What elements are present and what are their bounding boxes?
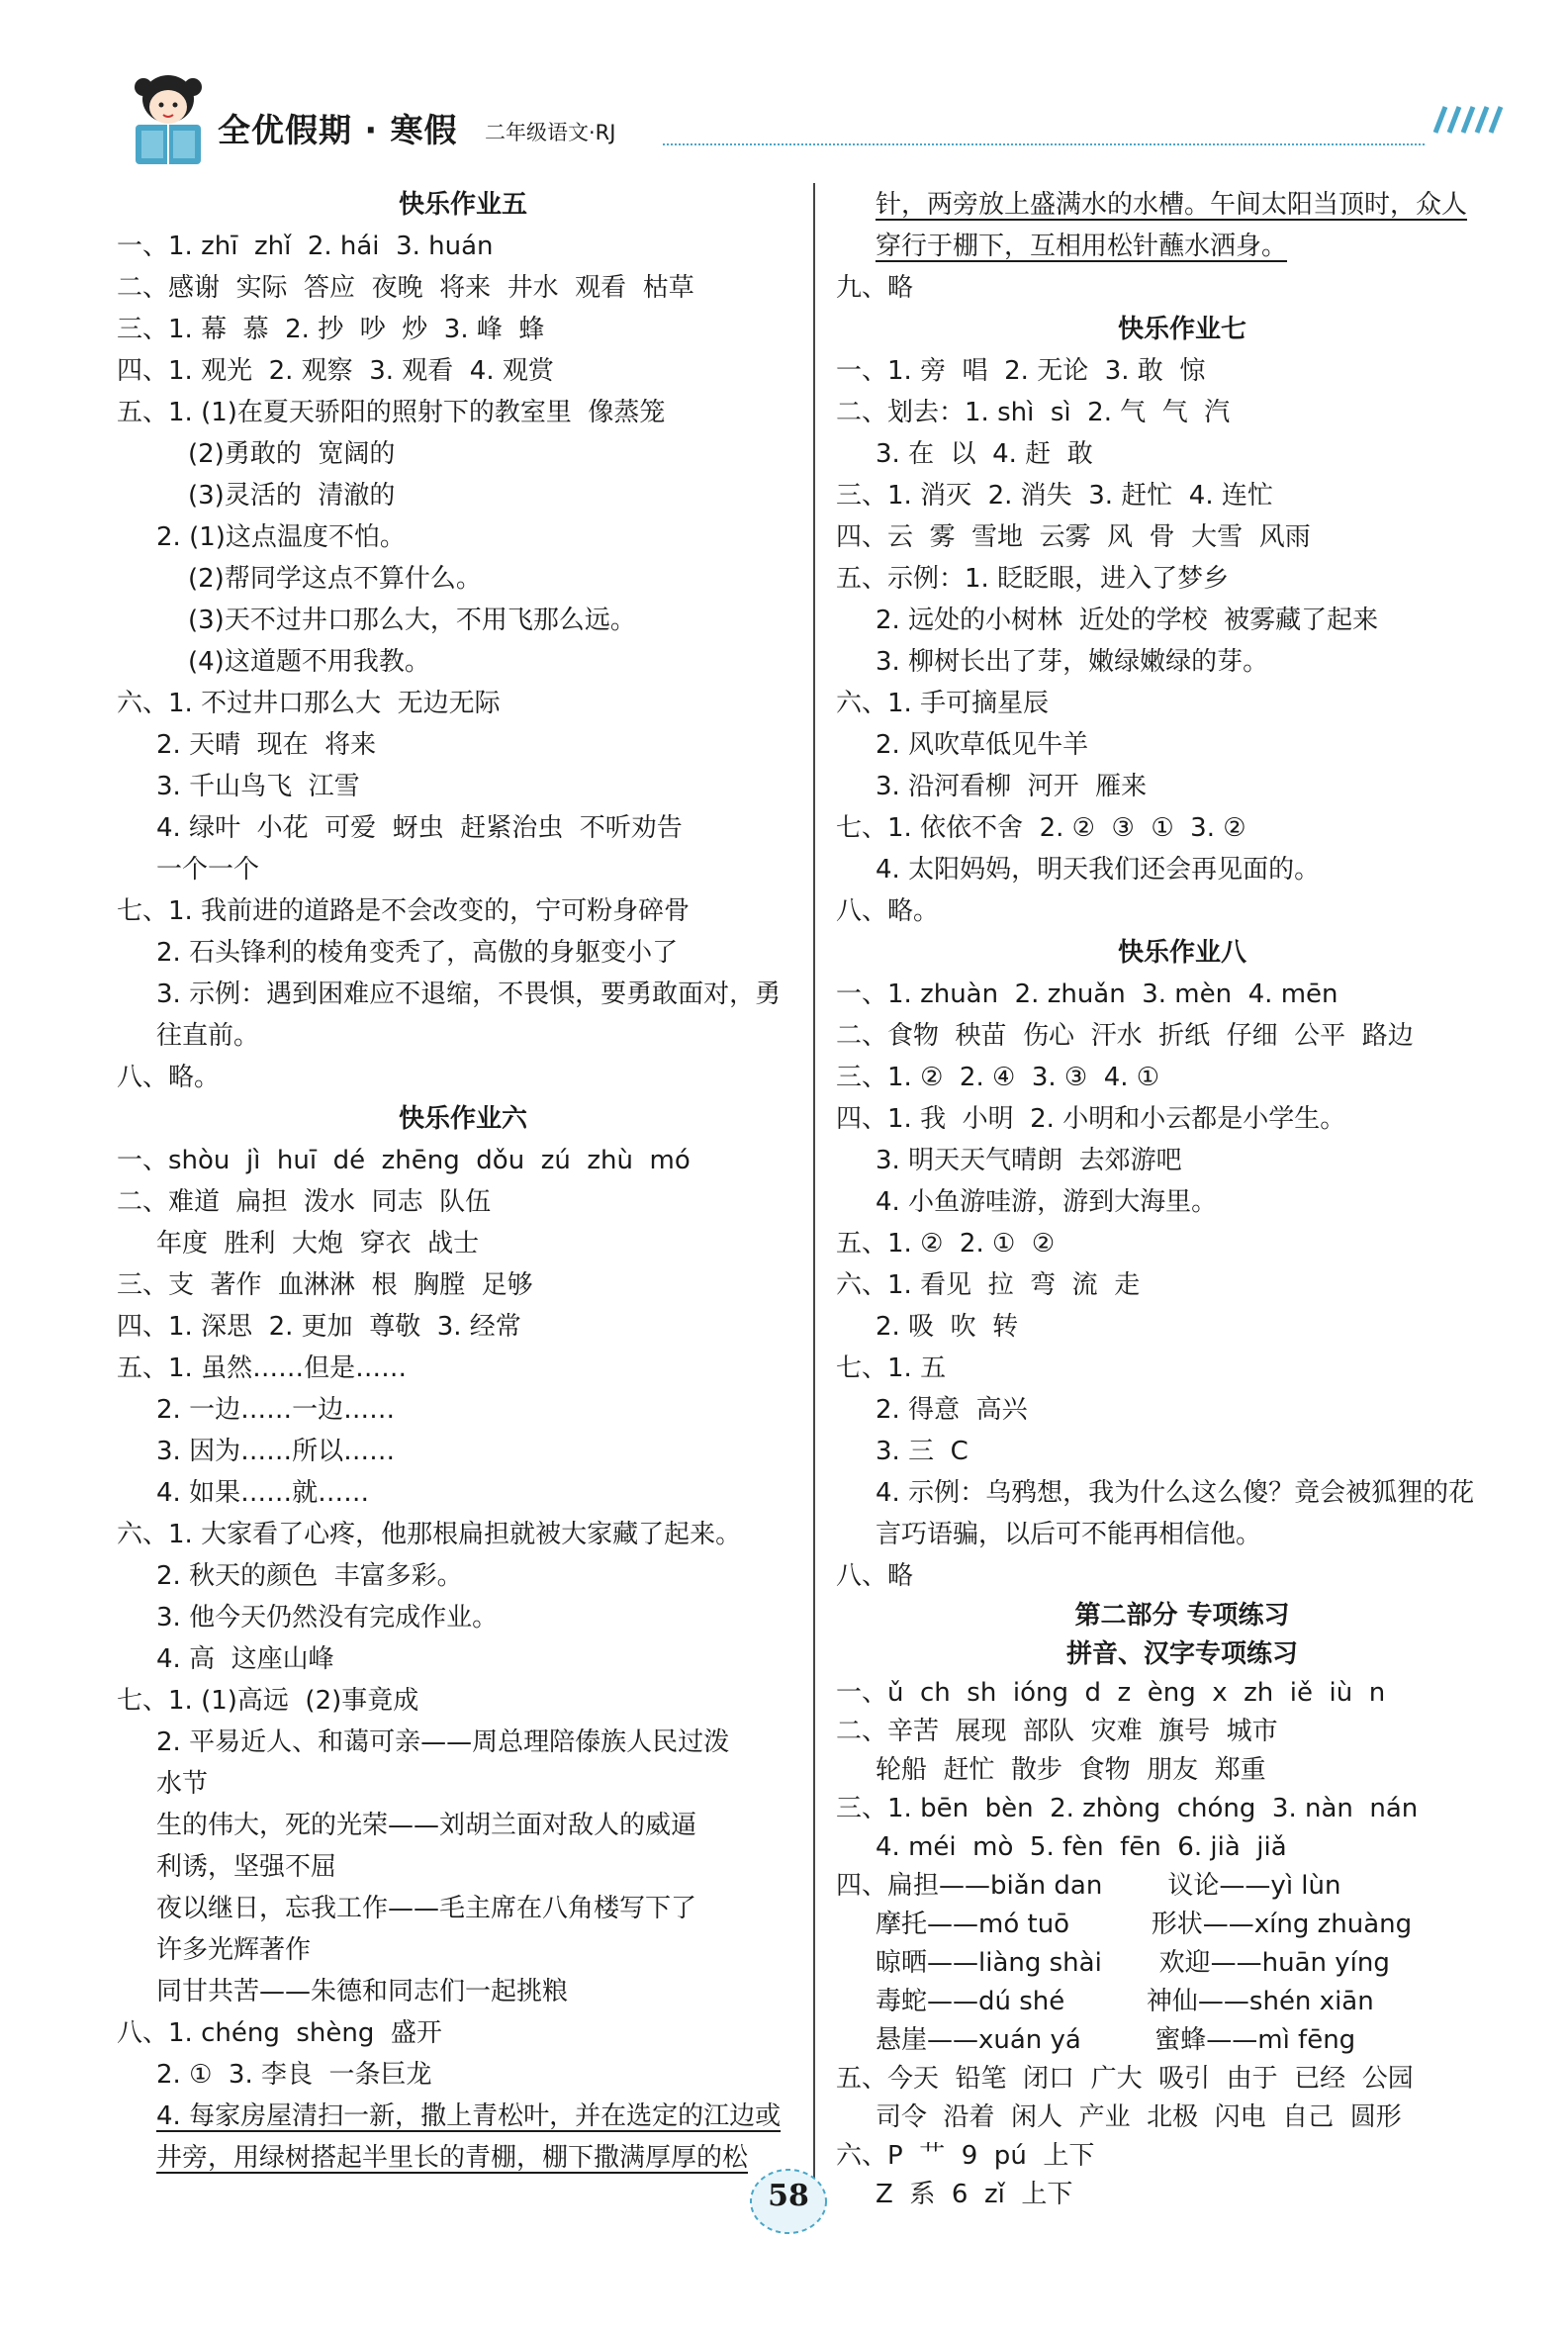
answer-line: 八、略 — [836, 1561, 914, 1591]
section-title: 第二部分 专项练习 — [1074, 1601, 1290, 1631]
header-rule — [663, 143, 1425, 145]
answer-line: 六、1. 看见 拉 弯 流 走 — [836, 1270, 1141, 1300]
answer-line: 3. 柳树长出了芽，嫩绿嫩绿的芽。 — [876, 647, 1269, 677]
answer-line: 八、1. chéng shèng 盛开 — [117, 2018, 442, 2048]
answer-line: 4. 如果……就…… — [156, 1478, 370, 1508]
answer-line: 一、1. 旁 唱 2. 无论 3. 敢 惊 — [836, 356, 1206, 386]
answer-line: 一、ǔ ch sh ióng d z èng x zh iě iù n — [836, 1678, 1386, 1708]
answer-line: 3. 他今天仍然没有完成作业。 — [156, 1603, 499, 1632]
brand-title: 全优假期 · 寒假 — [218, 111, 458, 149]
answer-line: 四、1. 我 小明 2. 小明和小云都是小学生。 — [836, 1104, 1346, 1134]
grade-subject-label: 二年级语文·RJ — [485, 121, 616, 144]
answer-line: 六、1. 不过井口那么大 无边无际 — [117, 689, 501, 718]
answer-line: 四、云 雾 雪地 云雾 风 骨 大雪 风雨 — [836, 522, 1311, 552]
answer-line: 司令 沿着 闲人 产业 北极 闪电 自己 圆形 — [876, 2102, 1402, 2132]
answer-line: 六、P 艹 9 pú 上下 — [836, 2141, 1095, 2171]
answer-line: 水节 — [156, 1769, 209, 1799]
slash-decoration-icon — [1430, 99, 1509, 139]
answer-line: 3. 千山鸟飞 江雪 — [156, 772, 360, 801]
answer-line: 轮船 赶忙 散步 食物 朋友 郑重 — [876, 1755, 1266, 1785]
answer-line: 年度 胜利 大炮 穿衣 战士 — [156, 1229, 480, 1259]
answer-line: 一、1. zhuàn 2. zhuǎn 3. mèn 4. mēn — [836, 979, 1338, 1009]
answer-line: 4. 绿叶 小花 可爱 蚜虫 赶紧治虫 不听劝告 — [156, 813, 683, 843]
answer-line: 2. 天晴 现在 将来 — [156, 730, 377, 760]
answer-line: 4. 小鱼游哇游，游到大海里。 — [876, 1187, 1218, 1217]
answer-line: 三、1. 消灭 2. 消失 3. 赶忙 4. 连忙 — [836, 481, 1273, 511]
answer-line: 摩托——mó tuō 形状——xíng zhuàng — [876, 1910, 1413, 1939]
section-title: 快乐作业五 — [398, 190, 527, 220]
answer-line: 五、1. ② 2. ① ② — [836, 1229, 1056, 1259]
answer-line: 三、1. bēn bèn 2. zhòng chóng 3. nàn nán — [836, 1794, 1419, 1823]
answer-line: 2. 得意 高兴 — [876, 1395, 1028, 1425]
answer-line: 利诱，坚强不屈 — [156, 1852, 337, 1882]
reading-child-icon — [124, 69, 213, 168]
answer-line: 4. 高 这座山峰 — [156, 1644, 334, 1674]
answer-line: (2)勇敢的 宽阔的 — [188, 439, 396, 469]
answer-line: 2. 一边……一边…… — [156, 1395, 396, 1425]
answer-line: 毒蛇——dú shé 神仙——shén xiān — [876, 1987, 1374, 2016]
answer-line: 2. 远处的小树林 近处的学校 被雾藏了起来 — [876, 606, 1379, 635]
answer-line: 五、1. (1)在夏天骄阳的照射下的教室里 像蒸笼 — [117, 398, 666, 427]
answer-line: 2. 秋天的颜色 丰富多彩。 — [156, 1561, 463, 1591]
answer-line: 4. méi mò 5. fèn fēn 6. jià jiǎ — [876, 1832, 1287, 1862]
answer-line: 五、1. 虽然……但是…… — [117, 1353, 408, 1383]
answer-line: 3. 三 C — [876, 1437, 968, 1466]
answer-line: (4)这道题不用我教。 — [188, 647, 430, 677]
answer-line: 四、扁担——biǎn dan 议论——yì lùn — [836, 1871, 1341, 1901]
answer-line: 二、划去：1. shì sì 2. 气 气 汽 — [836, 398, 1231, 427]
answer-line: Z 系 6 zǐ 上下 — [876, 2180, 1073, 2209]
answer-line: 4. 太阳妈妈，明天我们还会再见面的。 — [876, 855, 1321, 885]
section-title: 快乐作业七 — [1117, 315, 1246, 344]
answer-line: 八、略。 — [836, 896, 940, 926]
answer-line: 三、支 著作 血淋淋 根 胸膛 足够 — [117, 1270, 533, 1300]
answer-line: 五、今天 铅笔 闭口 广大 吸引 由于 已经 公园 — [836, 2064, 1414, 2094]
answer-line: 四、1. 深思 2. 更加 尊敬 3. 经常 — [117, 1312, 521, 1342]
page-number-badge — [744, 2162, 833, 2241]
answer-line: 一、shòu jì huī dé zhēng dǒu zú zhù mó — [117, 1146, 691, 1175]
answer-line: 五、示例：1. 眨眨眼，进入了梦乡 — [836, 564, 1230, 594]
answer-line: 二、辛苦 展现 部队 灾难 旗号 城市 — [836, 1717, 1278, 1746]
answer-line: 二、食物 秧苗 伤心 汗水 折纸 仔细 公平 路边 — [836, 1021, 1414, 1051]
answer-line: 言巧语骗，以后可不能再相信他。 — [876, 1520, 1262, 1549]
answer-line: (3)天不过井口那么大，不用飞那么远。 — [188, 606, 636, 635]
answer-line: 2. (1)这点温度不怕。 — [156, 522, 406, 552]
answer-line: 三、1. 幕 慕 2. 抄 吵 炒 3. 峰 蜂 — [117, 315, 545, 344]
answer-line: 许多光辉著作 — [156, 1935, 312, 1965]
answer-line: 六、1. 大家看了心疼，他那根扁担就被大家藏了起来。 — [117, 1520, 742, 1549]
answer-line: 同甘共苦——朱德和同志们一起挑粮 — [156, 1977, 569, 2006]
answer-line: 3. 因为……所以…… — [156, 1437, 396, 1466]
answer-line: 2. 风吹草低见牛羊 — [876, 730, 1089, 760]
answer-line: 四、1. 观光 2. 观察 3. 观看 4. 观赏 — [117, 356, 554, 386]
answer-line: 3. 沿河看柳 河开 雁来 — [876, 772, 1148, 801]
answer-line: 九、略 — [836, 273, 914, 303]
answer-line: 3. 示例：遇到困难应不退缩，不畏惧，要勇敢面对，勇 — [156, 979, 782, 1009]
column-divider — [813, 183, 815, 2201]
answer-line: (2)帮同学这点不算什么。 — [188, 564, 482, 594]
answer-line: 3. 在 以 4. 赶 敢 — [876, 439, 1093, 469]
answer-line: 针，两旁放上盛满水的水槽。午间太阳当顶时，众人 — [876, 190, 1468, 220]
answer-line: 穿行于棚下，互相用松针蘸水洒身。 — [876, 232, 1288, 261]
answer-line: 一个一个 — [156, 855, 260, 885]
answer-line: 七、1. 我前进的道路是不会改变的，宁可粉身碎骨 — [117, 896, 691, 926]
answer-column-right — [836, 184, 1528, 2214]
page-header — [124, 59, 1509, 168]
answer-line: 4. 示例：乌鸦想，我为什么这么傻？竟会被狐狸的花 — [876, 1478, 1475, 1508]
answer-line: 悬崖——xuán yá 蜜蜂——mì fēng — [876, 2025, 1356, 2055]
answer-line: 七、1. 依依不舍 2. ② ③ ① 3. ② — [836, 813, 1246, 843]
section-title: 快乐作业八 — [1117, 938, 1246, 968]
answer-line: 3. 明天天气晴朗 去郊游吧 — [876, 1146, 1182, 1175]
answer-line: 井旁，用绿树搭起半里长的青棚，棚下撒满厚厚的松 — [156, 2143, 749, 2173]
page-number: 58 — [768, 2179, 809, 2213]
answer-line: (3)灵活的 清澈的 — [188, 481, 396, 511]
answer-line: 晾晒——liàng shài 欢迎——huān yíng — [876, 1948, 1390, 1978]
answer-line: 2. 石头锋利的棱角变秃了，高傲的身躯变小了 — [156, 938, 679, 968]
section-title: 拼音、汉字专项练习 — [1065, 1639, 1298, 1669]
answer-line: 三、1. ② 2. ④ 3. ③ 4. ① — [836, 1063, 1160, 1092]
answer-line: 七、1. 五 — [836, 1353, 947, 1383]
answer-line: 往直前。 — [156, 1021, 260, 1051]
answer-line: 4. 每家房屋清扫一新，撒上青松叶，并在选定的江边或 — [156, 2101, 782, 2131]
answer-line: 二、感谢 实际 答应 夜晚 将来 井水 观看 枯草 — [117, 273, 694, 303]
section-title: 快乐作业六 — [398, 1104, 527, 1134]
answer-line: 七、1. (1)高远 (2)事竟成 — [117, 1686, 419, 1716]
answer-line: 生的伟大，死的光荣——刘胡兰面对敌人的威逼 — [156, 1811, 697, 1840]
answer-line: 2. ① 3. 李良 一条巨龙 — [156, 2060, 432, 2090]
answer-line: 八、略。 — [117, 1063, 221, 1092]
answer-line: 六、1. 手可摘星辰 — [836, 689, 1050, 718]
answer-column-left — [117, 184, 809, 2179]
answer-line: 一、1. zhī zhǐ 2. hái 3. huán — [117, 232, 494, 261]
answer-line: 二、难道 扁担 泼水 同志 队伍 — [117, 1187, 492, 1217]
answer-line: 2. 吸 吹 转 — [876, 1312, 1019, 1342]
answer-line: 2. 平易近人、和蔼可亲——周总理陪傣族人民过泼 — [156, 1727, 730, 1757]
answer-line: 夜以继日，忘我工作——毛主席在八角楼写下了 — [156, 1894, 697, 1923]
